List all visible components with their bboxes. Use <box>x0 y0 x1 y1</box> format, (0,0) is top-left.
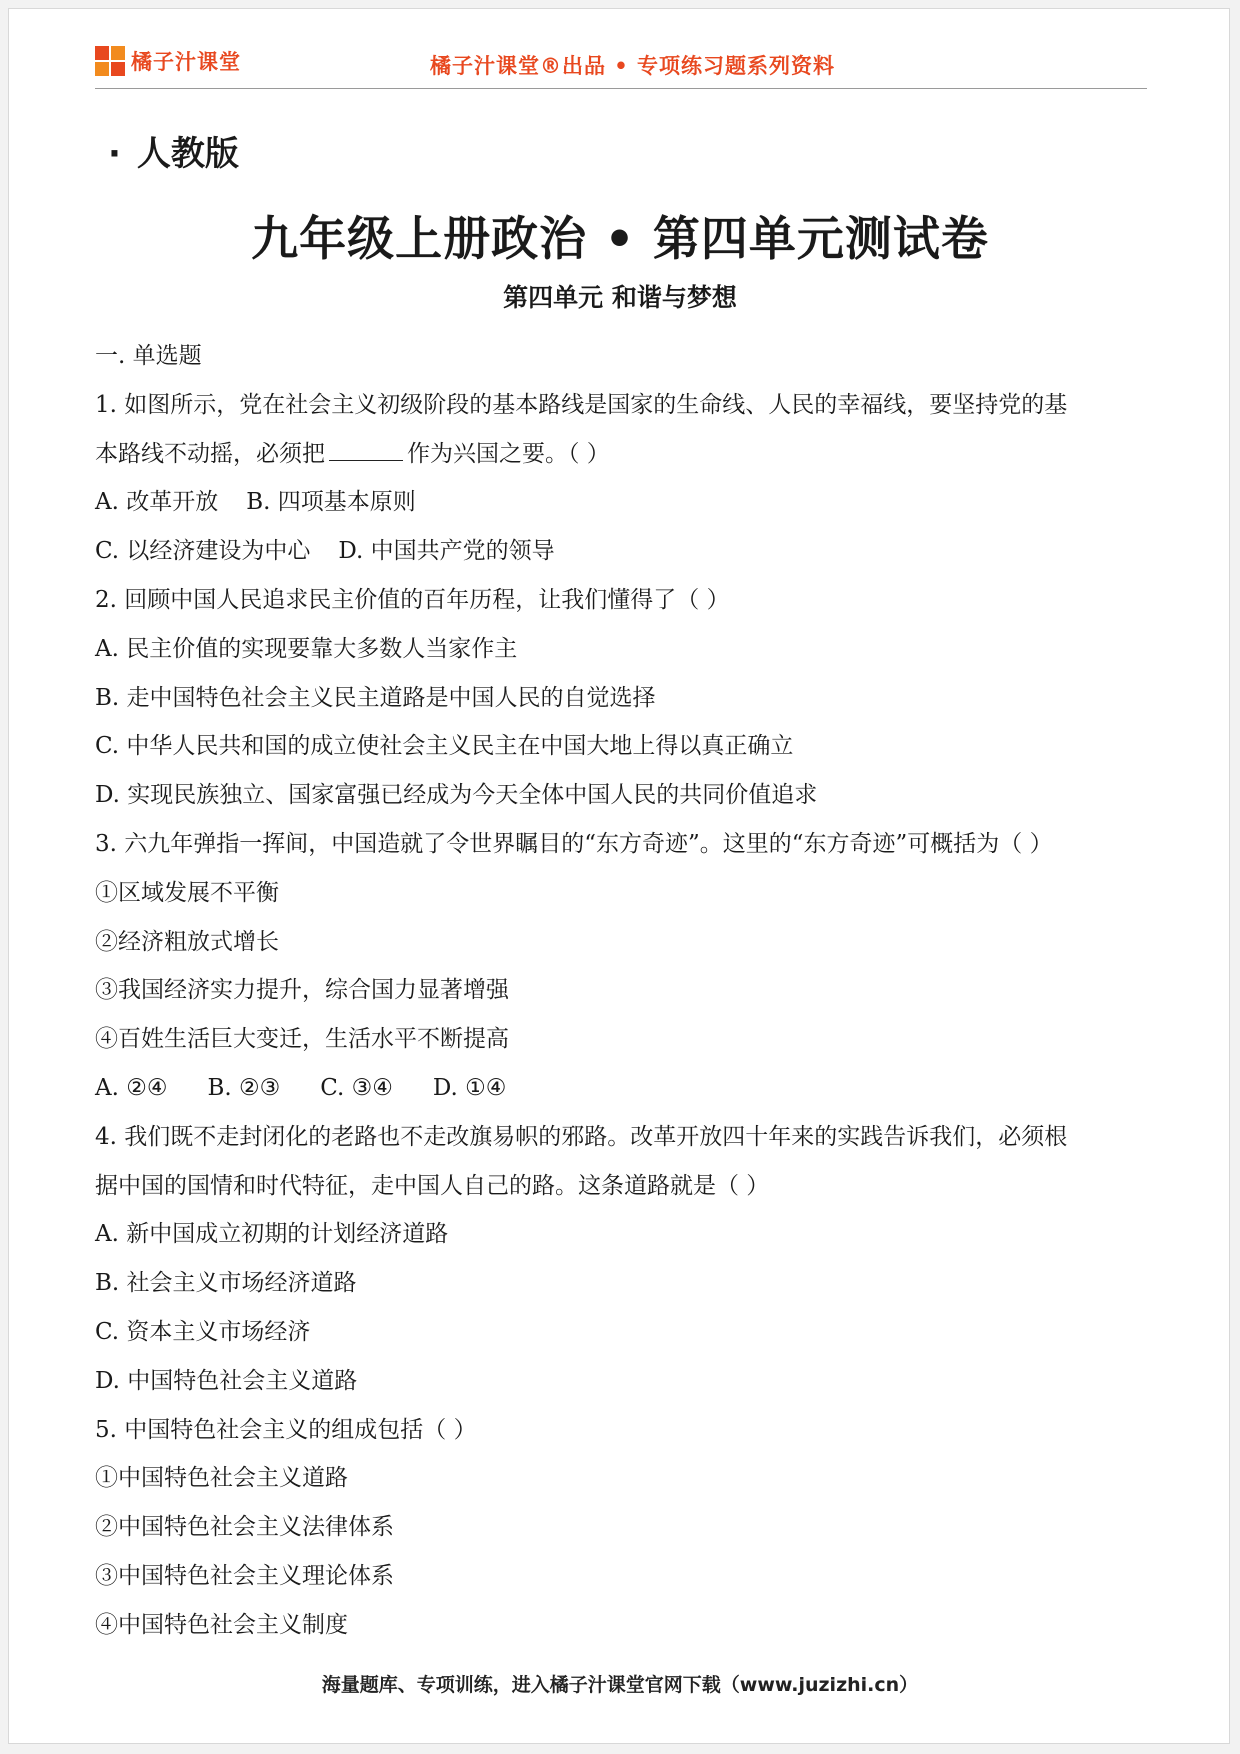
q3-item-4: ④百姓生活巨大变迁，生活水平不断提高 <box>95 1026 509 1053</box>
q3-option-b: B. ②③ <box>207 1074 281 1101</box>
bullet-dot: · <box>108 134 121 174</box>
q5-item-3: ③中国特色社会主义理论体系 <box>95 1562 394 1589</box>
page-header <box>95 38 1147 89</box>
q2-option-d: D. 实现民族独立、国家富强已经成为今天全体中国人民的共同价值追求 <box>95 782 818 809</box>
q1-option-b: B. 四项基本原则 <box>246 489 416 516</box>
q5-item-2: ②中国特色社会主义法律体系 <box>95 1514 394 1541</box>
page-footer: 海量题库、专项训练，进入橘子汁课堂官网下载（www.juzizhi.cn） <box>321 1674 919 1696</box>
q1-stem-line2 <box>95 430 1155 479</box>
edition-text: 人教版 <box>136 134 239 174</box>
q3-stem: 3. 六九年弹指一挥间，中国造就了令世界瞩目的“东方奇迹”。这里的“东方奇迹”可概括为（ ） <box>95 830 1053 857</box>
q4-option-c: C. 资本主义市场经济 <box>95 1318 311 1345</box>
q2-option-b: B. 走中国特色社会主义民主道路是中国人民的自觉选择 <box>95 684 656 711</box>
q3-options-row <box>95 1064 1155 1113</box>
edition-label <box>108 126 239 175</box>
q4-option-d: D. 中国特色社会主义道路 <box>95 1367 358 1394</box>
logo-text: 橘子汁课堂 <box>131 50 241 74</box>
q3-item-2: ②经济粗放式增长 <box>95 928 279 955</box>
q4-stem-line1: 4. 我们既不走封闭化的老路也不走改旗易帜的邪路。改革开放四十年来的实践告诉我们，必须根 <box>95 1123 1068 1150</box>
q2-option-a: A. 民主价值的实现要靠大多数人当家作主 <box>95 635 518 662</box>
q3-item-1: ①区域发展不平衡 <box>95 879 279 906</box>
page-title: 九年级上册政治 • 第四单元测试卷 <box>251 212 989 267</box>
q1-option-c: C. 以经济建设为中心 <box>95 538 311 565</box>
section-heading: 一. 单选题 <box>95 343 202 369</box>
q3-option-c: C. ③④ <box>320 1074 393 1101</box>
q5-item-4: ④中国特色社会主义制度 <box>95 1611 348 1638</box>
q3-item-3: ③我国经济实力提升，综合国力显著增强 <box>95 977 509 1004</box>
question-content <box>95 332 1155 1650</box>
q1-options-row1 <box>95 478 1155 527</box>
q4-stem-line2: 据中国的国情和时代特征，走中国人自己的路。这条道路就是（ ） <box>95 1172 770 1199</box>
q4-option-b: B. 社会主义市场经济道路 <box>95 1270 357 1297</box>
q1-option-d: D. 中国共产党的领导 <box>338 538 555 565</box>
logo-icon <box>95 46 125 76</box>
q1-stem-post: 作为兴国之要。（ ） <box>407 440 610 467</box>
answer-blank <box>329 438 403 461</box>
q1-stem-pre: 本路线不动摇，必须把 <box>95 440 325 467</box>
q2-stem: 2. 回顾中国人民追求民主价值的百年历程，让我们懂得了（ ） <box>95 586 730 613</box>
q1-option-a: A. 改革开放 <box>95 489 219 516</box>
q3-option-d: D. ①④ <box>432 1074 507 1101</box>
q1-stem-line1: 1. 如图所示，党在社会主义初级阶段的基本路线是国家的生命线、人民的幸福线，要坚持党的基 <box>95 391 1068 418</box>
unit-title: 第四单元 和谐与梦想 <box>503 283 737 312</box>
q1-options-row2 <box>95 527 1155 576</box>
brand-logo <box>95 46 241 76</box>
q3-option-a: A. ②④ <box>95 1074 168 1101</box>
q2-option-c: C. 中华人民共和国的成立使社会主义民主在中国大地上得以真正确立 <box>95 733 794 760</box>
q5-stem: 5. 中国特色社会主义的组成包括（ ） <box>95 1416 477 1443</box>
q5-item-1: ①中国特色社会主义道路 <box>95 1465 348 1492</box>
q4-option-a: A. 新中国成立初期的计划经济道路 <box>95 1221 449 1248</box>
header-title: 橘子汁课堂®出品 • 专项练习题系列资料 <box>430 54 836 78</box>
